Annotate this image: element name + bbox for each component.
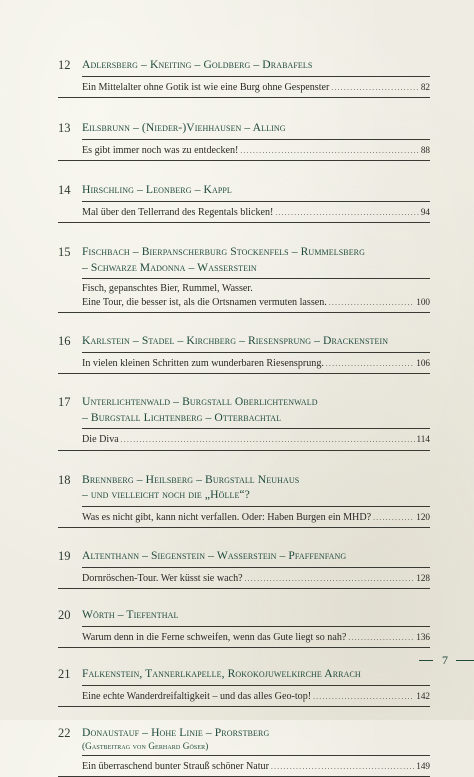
dot-leader bbox=[373, 512, 414, 525]
chapter-title: Falkenstein, Tannerlkapelle, Rokokojuwelkirche Arrach bbox=[82, 667, 361, 680]
title-divider bbox=[82, 201, 430, 202]
page-reference: 149 bbox=[416, 760, 430, 771]
page-footer bbox=[0, 650, 474, 670]
dot-leader bbox=[240, 145, 418, 158]
title-divider bbox=[82, 428, 430, 429]
toc-entry[interactable] bbox=[58, 666, 430, 707]
dot-leader bbox=[121, 434, 415, 447]
entry-body bbox=[82, 394, 430, 447]
chapter-number: 12 bbox=[58, 58, 71, 72]
chapter-subtitle-line bbox=[82, 690, 430, 704]
chapter-title: Hirschling – Leonberg – Kappl bbox=[82, 183, 232, 196]
title-divider bbox=[82, 278, 430, 279]
entry-body bbox=[82, 57, 430, 94]
page-reference: 106 bbox=[416, 357, 430, 368]
title-divider bbox=[82, 139, 430, 140]
entry-body bbox=[82, 120, 430, 157]
chapter-title: Adlersberg – Kneiting – Goldberg – Drabafels bbox=[82, 58, 313, 71]
chapter-number: 21 bbox=[58, 667, 71, 681]
entry-body bbox=[82, 244, 430, 309]
chapter-subtitle-line bbox=[82, 81, 430, 95]
chapter-number: 13 bbox=[58, 121, 71, 135]
chapter-subtitle-line bbox=[82, 433, 430, 447]
chapter-subtitle: Ein überraschend bunter Strauß schöner Natur bbox=[82, 760, 269, 772]
dot-leader bbox=[348, 632, 414, 645]
chapter-subtitle-line bbox=[82, 511, 430, 525]
page-reference: 142 bbox=[416, 690, 430, 701]
entry-body bbox=[82, 666, 430, 703]
chapter-title: Fischbach – Bierpanscherburg Stockenfels – Rummelsberg bbox=[82, 245, 365, 258]
page-reference: 82 bbox=[420, 81, 430, 92]
dot-leader bbox=[313, 691, 414, 704]
chapter-subtitle: Es gibt immer noch was zu entdecken! bbox=[82, 144, 239, 156]
title-divider bbox=[82, 506, 430, 507]
chapter-subtitle-line bbox=[82, 144, 430, 158]
toc-entry[interactable] bbox=[58, 472, 430, 529]
chapter-subtitle: Die Diva bbox=[82, 434, 119, 445]
chapter-number: 19 bbox=[58, 549, 71, 563]
title-divider bbox=[82, 755, 430, 756]
chapter-subtitle: Was es nicht gibt, kann nicht verfallen. Oder: Haben Burgen ein MHD? bbox=[82, 511, 372, 523]
chapter-title: Brennberg – Heilsberg – Burgstall Neuhaus bbox=[82, 472, 300, 486]
chapter-subtitle-line bbox=[82, 760, 430, 774]
title-divider bbox=[82, 76, 430, 77]
chapter-subtitle: Dornröschen-Tour. Wer küsst sie wach? bbox=[82, 572, 243, 584]
chapter-subtitle: In vielen kleinen Schritten zum wunderbaren Riesensprung. bbox=[82, 357, 324, 369]
dot-leader bbox=[245, 573, 415, 586]
toc-entry[interactable] bbox=[58, 120, 430, 161]
chapter-subtitle: Fisch, gepanschtes Bier, Rummel, Wasser. bbox=[82, 283, 253, 294]
toc-entry[interactable] bbox=[58, 548, 430, 589]
chapter-subtitle: Ein Mittelalter ohne Gotik ist wie eine Burg ohne Gespenster bbox=[82, 81, 330, 93]
toc-entry[interactable] bbox=[58, 394, 430, 451]
dot-leader bbox=[326, 358, 414, 371]
guest-contribution-note: (Gastbeitrag von Gerhard Göser) bbox=[82, 740, 209, 751]
footer-rule-right bbox=[456, 660, 474, 661]
chapter-subtitle: Eine echte Wanderdreifaltigkeit – und das alles Geo-top! bbox=[82, 690, 312, 702]
chapter-subtitle: Eine Tour, die besser ist, als die Ortsnamen vermuten lassen. bbox=[82, 296, 327, 308]
chapter-subtitle: Warum denn in die Ferne schweifen, wenn das Gute liegt so nah? bbox=[82, 631, 347, 643]
toc-entry[interactable] bbox=[58, 333, 430, 374]
page-reference: 128 bbox=[416, 572, 430, 583]
page-reference: 94 bbox=[420, 206, 430, 217]
chapter-number: 20 bbox=[58, 608, 71, 622]
entry-body bbox=[82, 333, 430, 370]
toc-entry[interactable] bbox=[58, 182, 430, 223]
chapter-number: 16 bbox=[58, 334, 71, 348]
chapter-number: 14 bbox=[58, 183, 71, 197]
page-reference: 120 bbox=[416, 511, 430, 522]
dot-leader bbox=[275, 207, 418, 220]
toc-entry[interactable] bbox=[58, 725, 430, 777]
chapter-title: Altenthann – Siegenstein – Wasserstein – Pfaffenfang bbox=[82, 549, 347, 562]
chapter-subtitle-line bbox=[82, 572, 430, 586]
dot-leader bbox=[271, 761, 414, 774]
dot-leader bbox=[331, 82, 418, 95]
chapter-subtitle: Mal über den Tellerrand des Regentals blicken! bbox=[82, 206, 274, 218]
chapter-number: 22 bbox=[58, 726, 71, 740]
page-reference: 100 bbox=[416, 296, 430, 307]
chapter-title: Unterlichtenwald – Burgstall Oberlichtenwald bbox=[82, 395, 318, 408]
entry-body bbox=[82, 472, 430, 525]
chapter-number: 18 bbox=[58, 472, 71, 487]
chapter-title: – Burgstall Lichtenberg – Otterbachtal bbox=[82, 410, 282, 424]
chapter-number: 15 bbox=[58, 245, 71, 259]
toc-entry[interactable] bbox=[58, 57, 430, 98]
title-divider bbox=[82, 626, 430, 627]
title-divider bbox=[82, 685, 430, 686]
chapter-title: – und vielleicht noch die „Hölle“? bbox=[82, 488, 250, 501]
page-number: 7 bbox=[442, 653, 448, 667]
chapter-title: – Schwarze Madonna – Wasserstein bbox=[82, 260, 257, 274]
chapter-subtitle-line bbox=[82, 296, 430, 310]
toc-entry[interactable] bbox=[58, 244, 430, 313]
chapter-subtitle-line bbox=[82, 206, 430, 220]
chapter-number: 17 bbox=[58, 395, 71, 409]
chapter-subtitle-line bbox=[82, 631, 430, 645]
entry-body bbox=[82, 182, 430, 219]
page-reference: 114 bbox=[416, 434, 430, 444]
chapter-title: Karlstein – Stadel – Kirchberg – Riesensprung – Drackenstein bbox=[82, 334, 389, 347]
chapter-subtitle-line bbox=[82, 357, 430, 371]
entry-body bbox=[82, 607, 430, 644]
chapter-title: Donaustauf – Hohe Linie – Prorstberg bbox=[82, 726, 270, 739]
dot-leader bbox=[329, 297, 414, 310]
page-reference: 88 bbox=[420, 144, 430, 155]
page-reference: 136 bbox=[416, 631, 430, 642]
footer-rule-left bbox=[419, 660, 433, 661]
title-divider bbox=[82, 567, 430, 568]
entry-body bbox=[82, 725, 430, 773]
entry-body bbox=[82, 548, 430, 585]
chapter-title: Wörth – Tiefenthal bbox=[82, 608, 179, 621]
toc-entry[interactable] bbox=[58, 607, 430, 648]
chapter-title: Eilsbrunn – (Nieder-)Viehhausen – Alling bbox=[82, 121, 286, 134]
title-divider bbox=[82, 352, 430, 353]
